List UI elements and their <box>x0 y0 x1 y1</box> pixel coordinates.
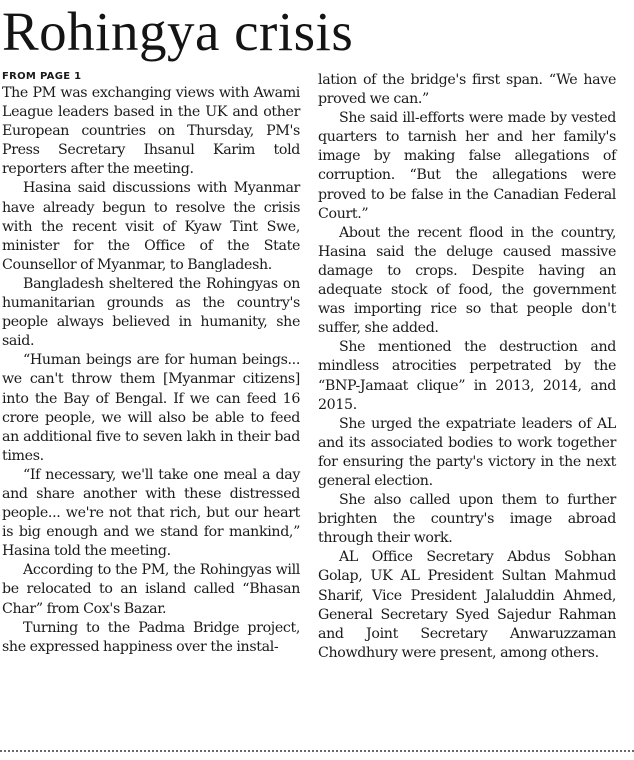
article-column-left <box>2 69 300 657</box>
article-paragraph: “If necessary, we'll take one meal a day and share another with these distressed people... we're not that rich, but our heart is big enough and we stand for mankind,” Hasina told the meeting. <box>2 466 300 560</box>
article-column-right <box>318 71 616 663</box>
article-paragraph: Turning to the Padma Bridge project, she expressed happiness over the instal- <box>2 619 300 655</box>
article-paragraph: Hasina said discussions with Myanmar have already begun to resolve the crisis with the recent visit of Kyaw Tint Swe, minister for the Office of the State Counsellor of Myanmar, to Bangladesh. <box>2 180 300 273</box>
article-paragraph: She mentioned the destruction and mindless atrocities perpetrated by the “BNP-Jamaat clique” in 2013, 2014, and 2015. <box>318 339 616 413</box>
article-paragraph: About the recent flood in the country, Hasina said the deluge caused massive damage to crops. Despite having an adequate stock of food, the government was importing rice so that people don't suffer, she added. <box>318 224 616 337</box>
article-paragraph: She also called upon them to further brighten the country's image abroad through their work. <box>318 492 616 547</box>
article-paragraph: AL Office Secretary Abdus Sobhan Golap, UK AL President Sultan Mahmud Sharif, Vice President Jalaluddin Ahmed, General Secretary Syed Sajedur Rahman and Joint Secretary Anwaruzzaman Chowdhury were present, among others. <box>318 549 616 661</box>
article-paragraph: lation of the bridge's first span. “We have proved we can.” <box>318 72 616 108</box>
continuation-kicker: FROM PAGE 1 <box>2 71 82 82</box>
article-paragraph: The PM was exchanging views with Awami League leaders based in the UK and other European countries on Thursday, PM's Press Secretary Ihsanul Karim told reporters after the meeting. <box>2 85 300 178</box>
article-paragraph: According to the PM, the Rohingyas will be relocated to an island called “Bhasan Char” from Cox's Bazar. <box>2 562 300 617</box>
article-paragraph: She said ill-efforts were made by vested quarters to tarnish her and her family's image by making false allegations of corruption. “But the allegations were proved to be false in the Canadian Federal Court.” <box>318 110 616 222</box>
article-paragraph: She urged the expatriate leaders of AL and its associated bodies to work together for ensuring the party's victory in the next general election. <box>318 415 616 489</box>
dotted-divider <box>0 750 634 752</box>
headline: Rohingya crisis <box>2 1 354 62</box>
article-paragraph: Bangladesh sheltered the Rohingyas on humanitarian grounds as the country's people always believed in humanity, she said. <box>2 275 300 350</box>
article-paragraph: “Human beings are for human beings... we can't throw them [Myanmar citizens] into the Bay of Bengal. If we can feed 16 crore people, we will also be able to feed an additional five to seven lakh in their bad times. <box>2 352 300 464</box>
